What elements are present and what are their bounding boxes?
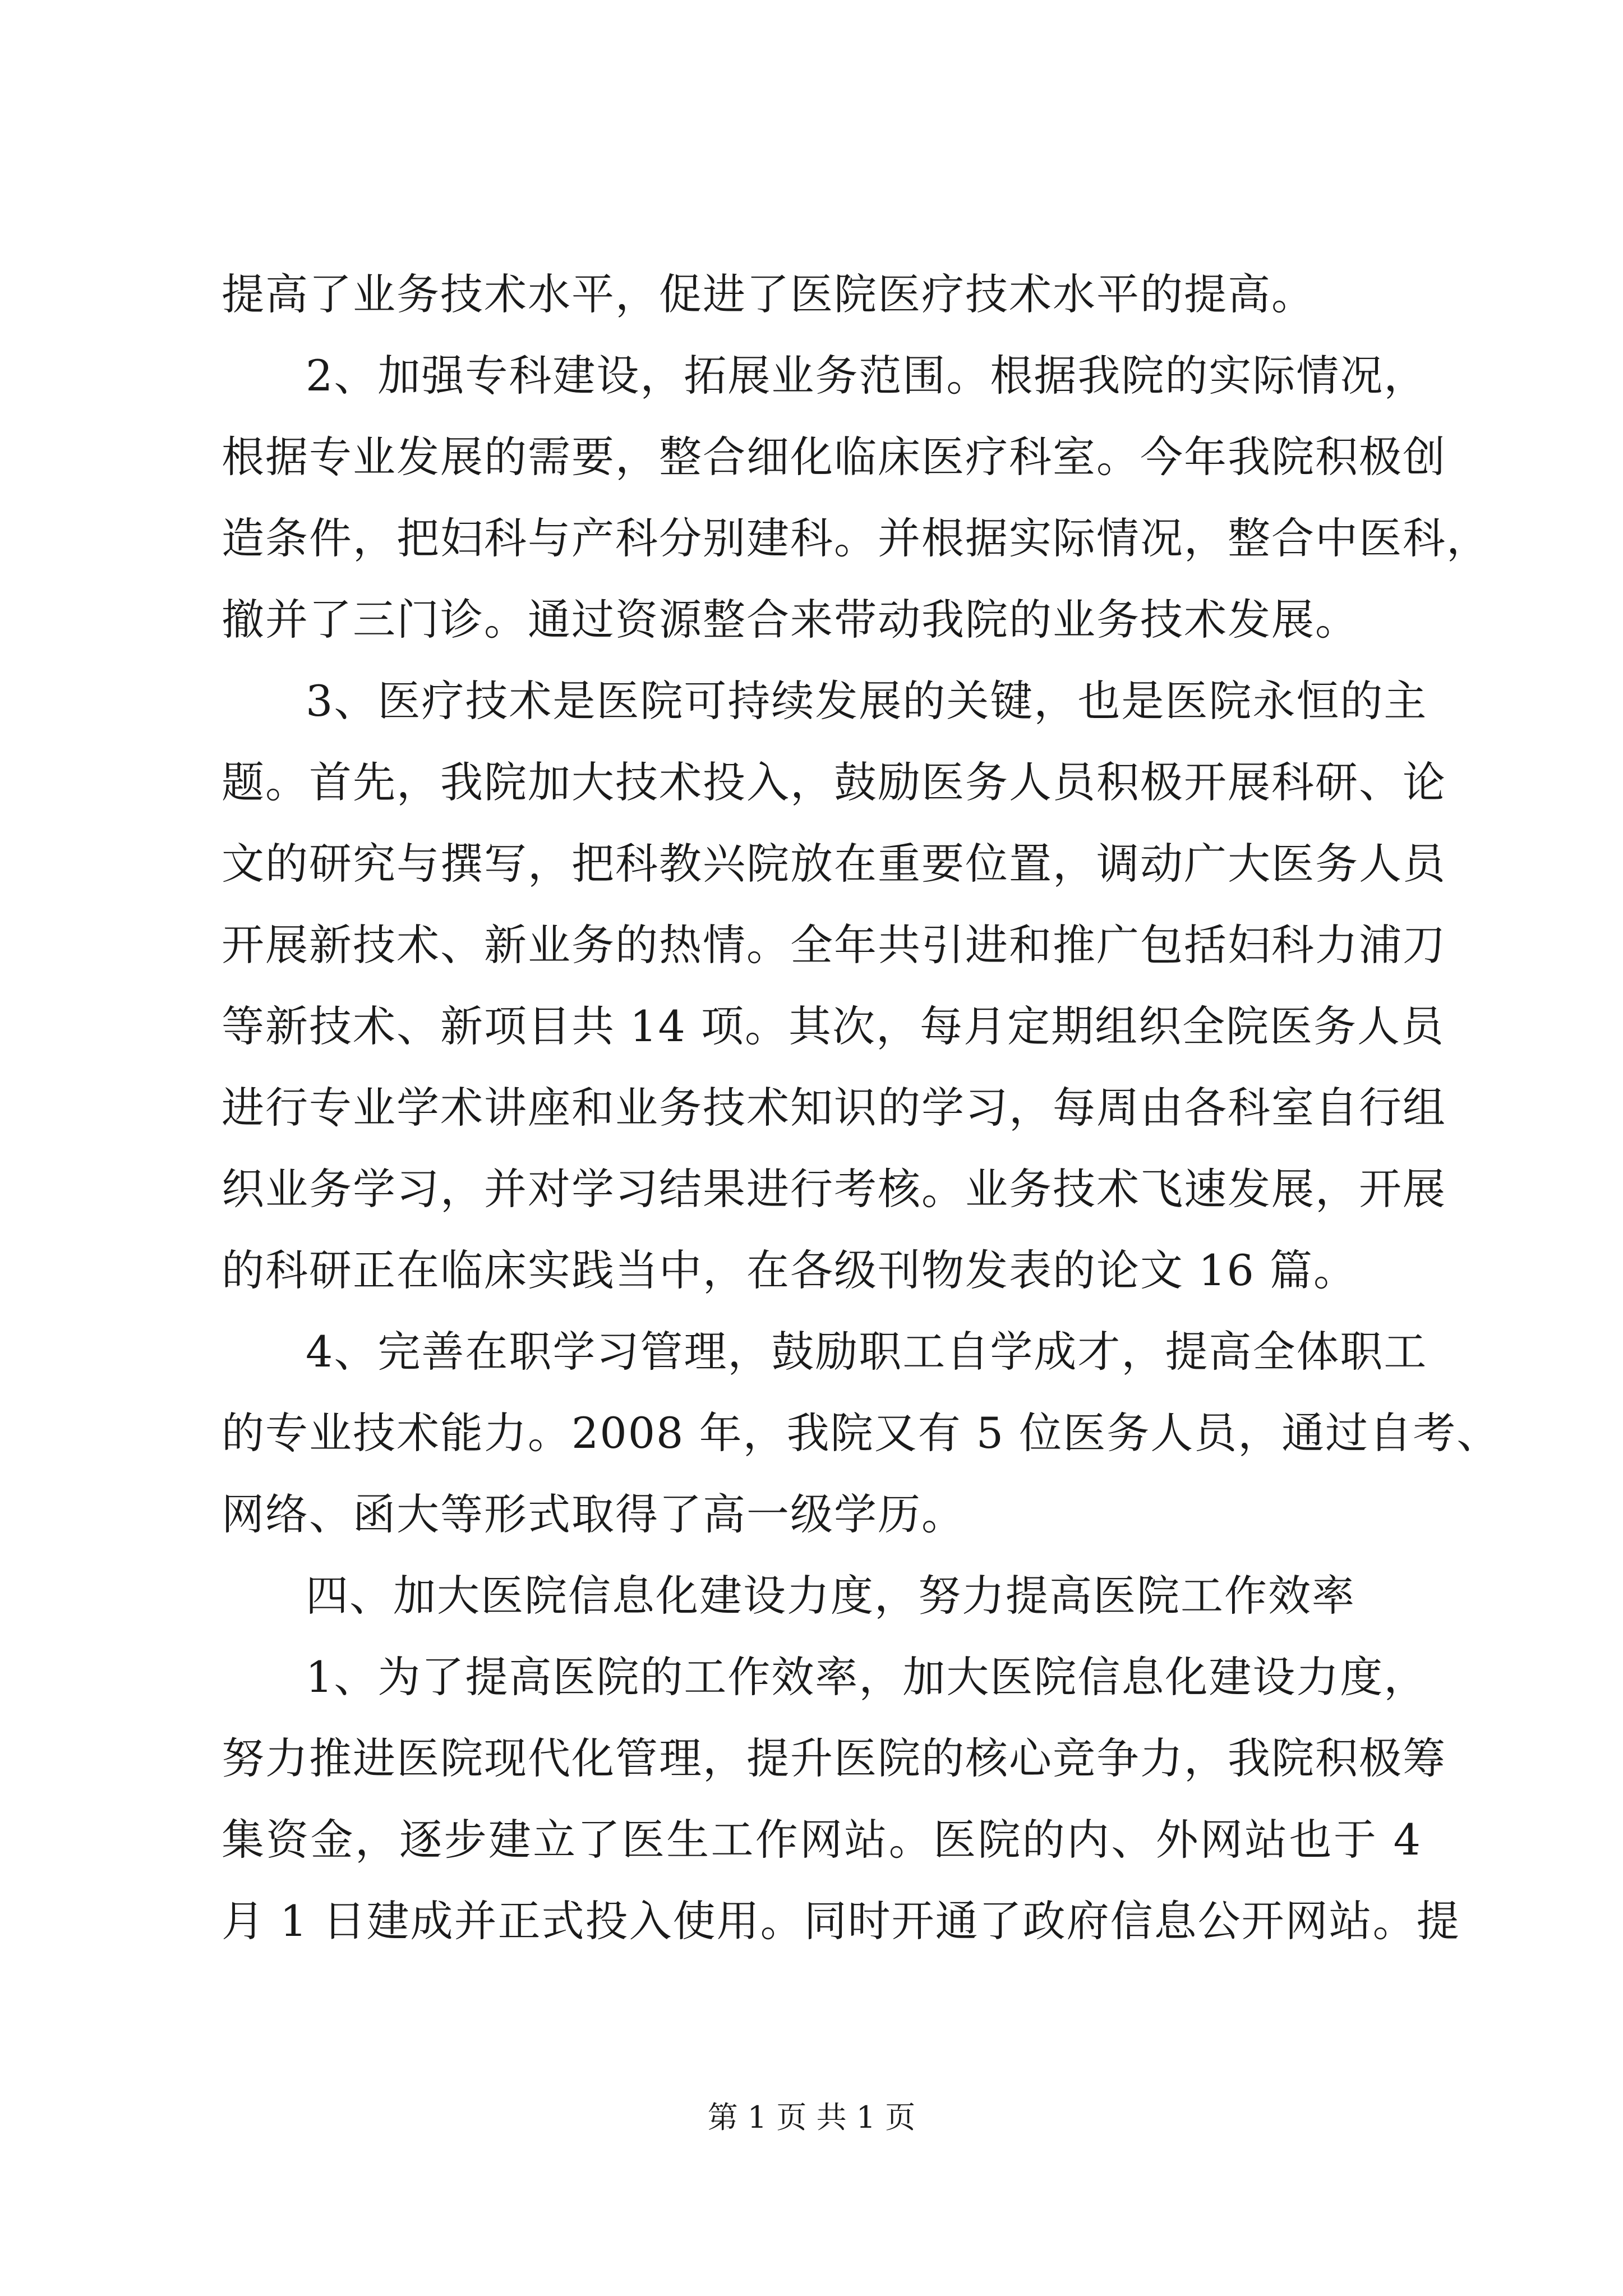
body-line-15: 的专业技术能力。2008 年，我院又有 5 位医务人员，通过自考、 [222,1408,1501,1458]
body-line-10: 等新技术、新项目共 14 项。其次，每月定期组织全院医务人员 [222,1001,1445,1051]
body-line-14: 4、完善在职学习管理，鼓励职工自学成才，提高全体职工 [306,1327,1428,1377]
body-line-9: 开展新技术、新业务的热情。全年共引进和推广包括妇科力浦刀 [222,920,1446,970]
body-line-5: 撤并了三门诊。通过资源整合来带动我院的业务技术发展。 [222,595,1359,645]
body-line-11: 进行专业学术讲座和业务技术知识的学习，每周由各科室自行组 [222,1083,1446,1133]
page-footer: 第 1 页 共 1 页 [707,2100,916,2135]
body-line-2: 2、加强专科建设，拓展业务范围。根据我院的实际情况， [306,351,1428,401]
body-line-21: 月 1 日建成并正式投入使用。同时开通了政府信息公开网站。提 [222,1896,1460,1946]
body-line-3: 根据专业发展的需要，整合细化临床医疗科室。今年我院积极创 [222,432,1446,482]
body-line-4: 造条件，把妇科与产科分别建科。并根据实际情况，整合中医科， [222,513,1490,563]
body-line-16: 网络、函大等形式取得了高一级学历。 [222,1489,965,1539]
body-line-1: 提高了业务技术水平，促进了医院医疗技术水平的提高。 [222,269,1315,319]
body-line-6: 3、医疗技术是医院可持续发展的关键，也是医院永恒的主 [306,676,1428,726]
body-line-18: 1、为了提高医院的工作效率，加大医院信息化建设力度， [306,1652,1428,1702]
section-heading: 四、加大医院信息化建设力度，努力提高医院工作效率 [306,1571,1355,1621]
body-line-8: 文的研究与撰写，把科教兴院放在重要位置，调动广大医务人员 [222,839,1446,889]
body-line-12: 织业务学习，并对学习结果进行考核。业务技术飞速发展，开展 [222,1164,1446,1214]
body-line-13: 的科研正在临床实践当中，在各级刊物发表的论文 16 篇。 [222,1245,1358,1295]
body-line-7: 题。首先，我院加大技术投入，鼓励医务人员积极开展科研、论 [222,757,1446,807]
body-line-20: 集资金，逐步建立了医生工作网站。医院的内、外网站也于 4 [222,1815,1422,1865]
body-line-19: 努力推进医院现代化管理，提升医院的核心竞争力，我院积极筹 [222,1733,1446,1783]
